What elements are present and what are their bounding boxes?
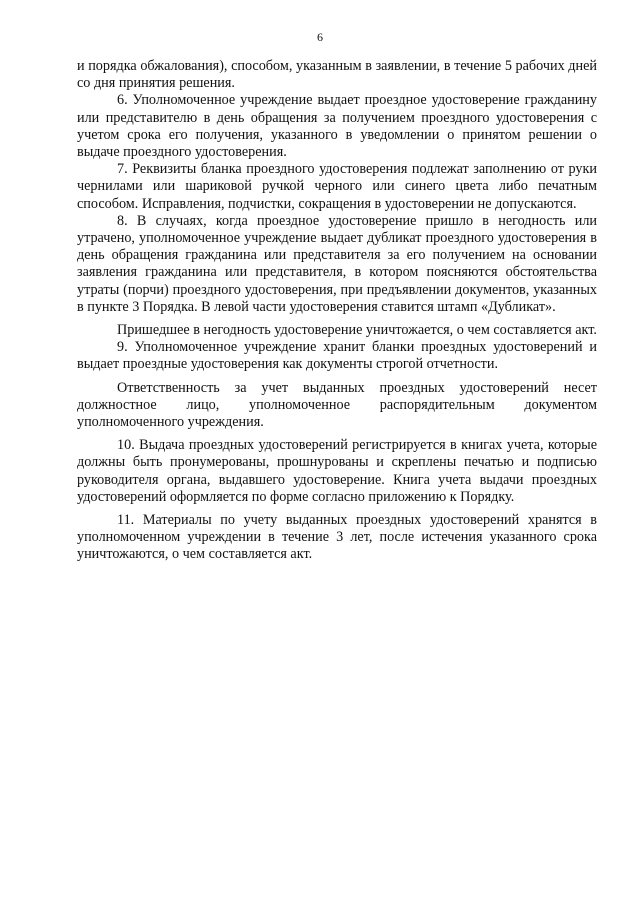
paragraph-item-8-note: Пришедшее в негодность удостоверение уничтожается, о чем составляется акт. [117, 322, 597, 339]
document-body [77, 58, 597, 564]
paragraph-continuation: и порядка обжалования), способом, указанным в заявлении, в течение 5 рабочих дней со дня принятия решения. [77, 58, 597, 92]
paragraph-item-9-note: Ответственность за учет выданных проездных удостоверений несет должностное лицо, уполномоченное распорядительным документом уполномоченного учреждения. [77, 379, 597, 431]
paragraph-item-9: 9. Уполномоченное учреждение хранит бланки проездных удостоверений и выдает проездные удостоверения как документы строгой отчетности. [77, 339, 597, 373]
paragraph-item-8: 8. В случаях, когда проездное удостоверение пришло в негодность или утрачено, уполномоченное учреждение выдает дубликат проездного удостоверения в день обращения гражданина или представителя за его получением на основании заявления гражданина или представителя, в котором поясняются обстоятельства утраты (порчи) проездного удостоверения, при предъявлении документов, указанных в пункте 3 Порядка. В левой части удостоверения ставится штамп «Дубликат». [77, 212, 597, 315]
paragraph-item-11: 11. Материалы по учету выданных проездных удостоверений хранятся в уполномоченном учреждении в течение 3 лет, после истечения указанного срока уничтожаются, о чем составляется акт. [77, 512, 597, 563]
paragraph-item-10: 10. Выдача проездных удостоверений регистрируется в книгах учета, которые должны быть пронумерованы, прошнурованы и скреплены печатью и подписью руководителя органа, выдавшего удостоверение. Книга учета выдачи проездных удостоверений оформляется по форме согласно приложению к Порядку. [77, 437, 597, 505]
paragraph-item-6: 6. Уполномоченное учреждение выдает проездное удостоверение гражданину или представителю в день обращения за получением проездного удостоверения с учетом срока его получения, указанного в уведомлении о принятом решении о выдаче проездного удостоверения. [77, 92, 597, 161]
page-number: 6 [317, 30, 323, 44]
paragraph-item-7: 7. Реквизиты бланка проездного удостоверения подлежат заполнению от руки чернилами или шариковой ручкой черного или синего цвета либо печатным способом. Исправления, подчистки, сокращения в удостоверении не допускаются. [77, 161, 597, 212]
